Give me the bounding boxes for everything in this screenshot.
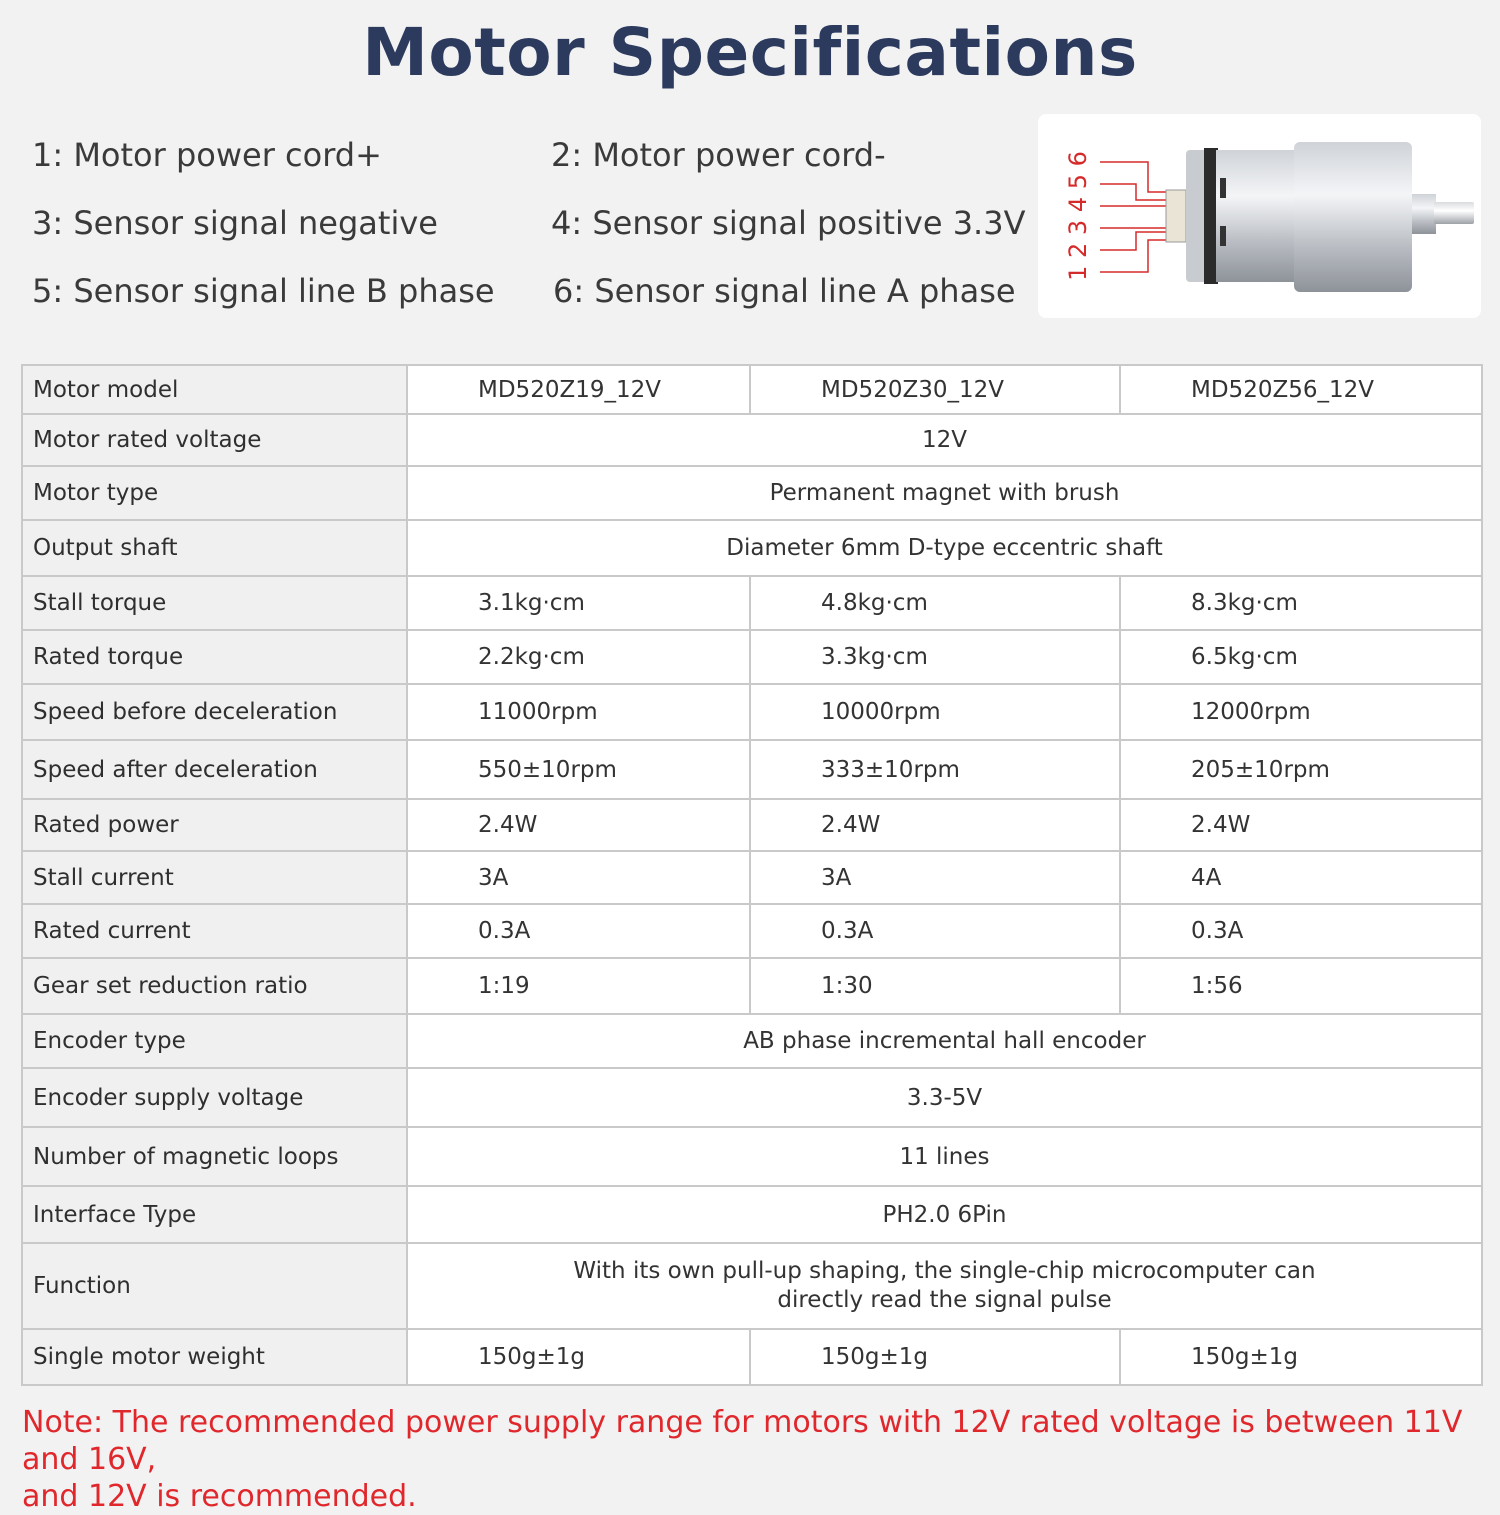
pin-label-1: 1: Motor power cord+	[32, 136, 382, 174]
row-label: Number of magnetic loops	[22, 1127, 407, 1186]
gearbox	[1294, 142, 1412, 292]
spec-table	[21, 364, 1483, 1386]
table-row	[22, 1014, 1482, 1068]
table-row	[22, 414, 1482, 466]
value-cell: 12000rpm	[1120, 684, 1482, 740]
table-row	[22, 520, 1482, 576]
value-cell: 0.3A	[750, 904, 1120, 958]
row-label: Rated power	[22, 799, 407, 851]
table-row	[22, 799, 1482, 851]
motor-can	[1216, 150, 1296, 282]
power-supply-note	[22, 1404, 1482, 1515]
row-label: Motor model	[22, 365, 407, 414]
value-cell: 11 lines	[407, 1127, 1482, 1186]
function-line-1: With its own pull-up shaping, the single-chip microcomputer can	[573, 1258, 1316, 1284]
row-label: Stall torque	[22, 576, 407, 630]
row-label: Speed after deceleration	[22, 740, 407, 799]
pin-label-5: 5: Sensor signal line B phase	[32, 272, 495, 310]
row-label: Stall current	[22, 851, 407, 904]
motor-figure-card	[1038, 114, 1481, 318]
table-row	[22, 851, 1482, 904]
row-label: Motor type	[22, 466, 407, 520]
value-cell: 6.5kg·cm	[1120, 630, 1482, 684]
table-row	[22, 1329, 1482, 1385]
value-cell: 0.3A	[1120, 904, 1482, 958]
ph2-connector	[1166, 190, 1186, 242]
value-cell: 1:30	[750, 958, 1120, 1014]
value-cell: 3A	[750, 851, 1120, 904]
value-cell: 10000rpm	[750, 684, 1120, 740]
row-label: Rated torque	[22, 630, 407, 684]
value-cell: Permanent magnet with brush	[407, 466, 1482, 520]
pin-label-4: 4: Sensor signal positive 3.3V	[551, 204, 1026, 242]
value-cell: 4A	[1120, 851, 1482, 904]
value-cell: 150g±1g	[407, 1329, 750, 1385]
value-cell: 4.8kg·cm	[750, 576, 1120, 630]
value-cell: 205±10rpm	[1120, 740, 1482, 799]
table-row	[22, 1186, 1482, 1243]
table-row	[22, 1127, 1482, 1186]
value-cell: 2.4W	[407, 799, 750, 851]
row-label: Encoder supply voltage	[22, 1068, 407, 1127]
table-row	[22, 1243, 1482, 1329]
row-label: Interface Type	[22, 1186, 407, 1243]
value-cell: 1:56	[1120, 958, 1482, 1014]
model-cell: MD520Z30_12V	[750, 365, 1120, 414]
value-cell: 3.1kg·cm	[407, 576, 750, 630]
value-cell	[407, 1243, 1482, 1329]
row-label: Motor rated voltage	[22, 414, 407, 466]
table-row	[22, 365, 1482, 414]
pin-label-6: 6: Sensor signal line A phase	[553, 272, 1016, 310]
value-cell: 2.4W	[1120, 799, 1482, 851]
output-shaft	[1434, 202, 1474, 224]
model-cell: MD520Z19_12V	[407, 365, 750, 414]
value-cell: 550±10rpm	[407, 740, 750, 799]
function-line-2: directly read the signal pulse	[777, 1287, 1112, 1313]
value-cell: 150g±1g	[1120, 1329, 1482, 1385]
motor-illustration	[1038, 114, 1481, 318]
value-cell: 3.3-5V	[407, 1068, 1482, 1127]
table-row	[22, 576, 1482, 630]
value-cell: 150g±1g	[750, 1329, 1120, 1385]
row-label: Speed before deceleration	[22, 684, 407, 740]
pin-label-2: 2: Motor power cord-	[551, 136, 886, 174]
row-label: Single motor weight	[22, 1329, 407, 1385]
table-row	[22, 1068, 1482, 1127]
value-cell: 2.4W	[750, 799, 1120, 851]
row-label: Output shaft	[22, 520, 407, 576]
model-cell: MD520Z56_12V	[1120, 365, 1482, 414]
value-cell: 3A	[407, 851, 750, 904]
page-title: Motor Specifications	[362, 14, 1138, 91]
value-cell: Diameter 6mm D-type eccentric shaft	[407, 520, 1482, 576]
row-label: Encoder type	[22, 1014, 407, 1068]
encoder-ring	[1204, 148, 1218, 284]
pin-label-3: 3: Sensor signal negative	[32, 204, 438, 242]
value-cell: 8.3kg·cm	[1120, 576, 1482, 630]
note-line-1: Note: The recommended power supply range for motors with 12V rated voltage is between 11V and 16V,	[22, 1405, 1463, 1477]
table-row	[22, 904, 1482, 958]
value-cell: 3.3kg·cm	[750, 630, 1120, 684]
table-row	[22, 958, 1482, 1014]
value-cell: 2.2kg·cm	[407, 630, 750, 684]
value-cell: AB phase incremental hall encoder	[407, 1014, 1482, 1068]
value-cell: PH2.0 6Pin	[407, 1186, 1482, 1243]
row-label: Gear set reduction ratio	[22, 958, 407, 1014]
value-cell: 1:19	[407, 958, 750, 1014]
row-label: Function	[22, 1243, 407, 1329]
value-cell: 11000rpm	[407, 684, 750, 740]
value-cell: 12V	[407, 414, 1482, 466]
row-label: Rated current	[22, 904, 407, 958]
value-cell: 0.3A	[407, 904, 750, 958]
table-row	[22, 684, 1482, 740]
note-line-2: and 12V is recommended.	[22, 1479, 417, 1514]
table-row	[22, 740, 1482, 799]
pin-numbers: 1 2 3 4 5 6	[1064, 151, 1092, 281]
table-row	[22, 466, 1482, 520]
value-cell: 333±10rpm	[750, 740, 1120, 799]
table-row	[22, 630, 1482, 684]
